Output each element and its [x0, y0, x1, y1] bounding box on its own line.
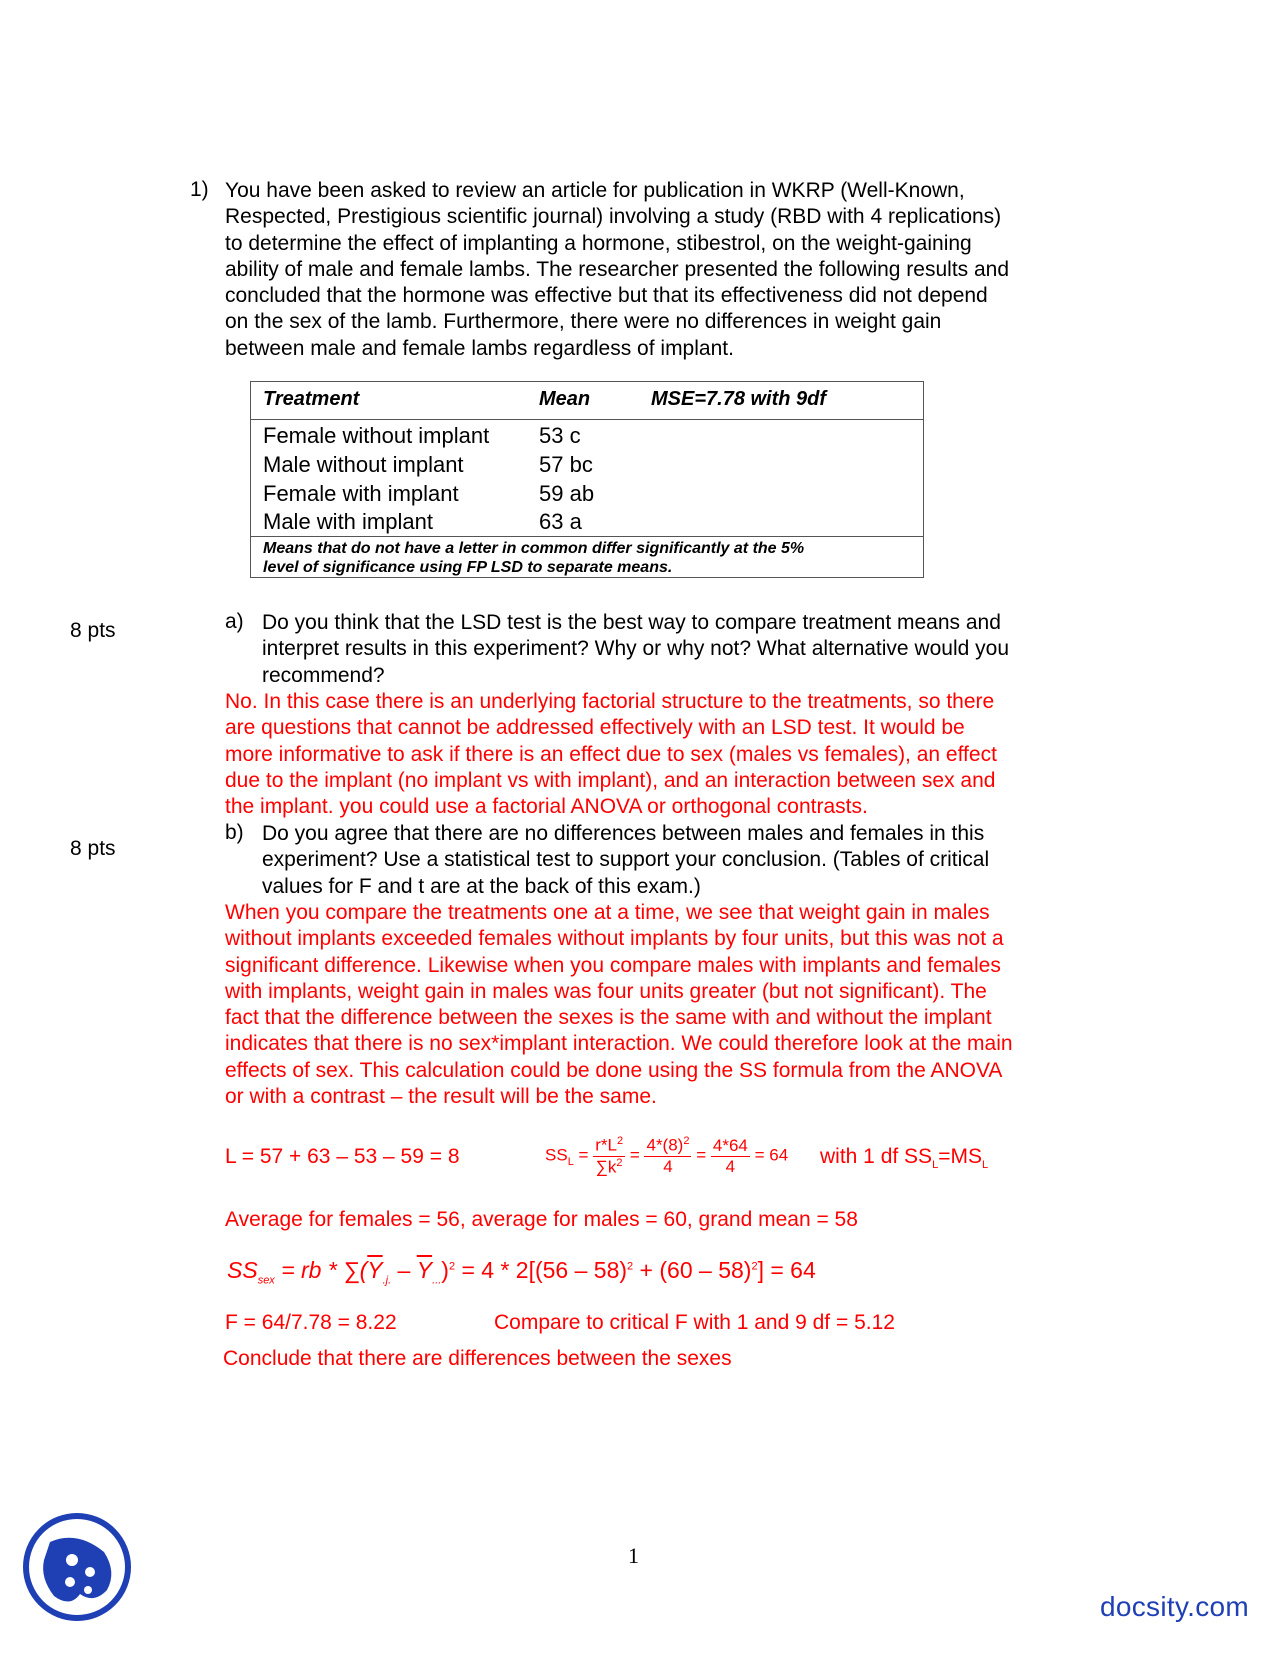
f2-num-sup: 2 [683, 1135, 690, 1148]
answer-line: indicates that there is no sex*implant interaction. We could therefore look at the main [225, 1032, 1013, 1056]
intro-line: ability of male and female lambs. The researcher presented the following results and [225, 257, 1010, 281]
intro-line: on the sex of the lamb. Furthermore, there were no differences in weight gain [225, 310, 942, 334]
ss-l-fraction-1 [593, 1135, 625, 1177]
results-table [250, 381, 924, 578]
ss-sex-lhs: SS [227, 1257, 258, 1283]
critical-f: Compare to critical F with 1 and 9 df = 5.12 [494, 1311, 895, 1334]
part-a-answer [225, 689, 1105, 820]
row-mean: 59 ab [539, 481, 595, 506]
row-treatment: Female with implant [263, 481, 459, 506]
ss-l-eq: = [696, 1145, 707, 1165]
conclusion: Conclude that there are differences between the sexes [223, 1347, 732, 1370]
intro-line: to determine the effect of implanting a hormone, stibestrol, on the weight-gaining [225, 231, 972, 255]
part-b-letter: b) [225, 821, 244, 844]
f1-den: ∑k [595, 1157, 617, 1177]
question-number: 1) [190, 178, 209, 201]
f1-num: r*L [595, 1135, 617, 1155]
answer-line: more informative to ask if there is an effect due to sex (males vs females), an effect [225, 742, 997, 766]
footnote-line: level of significance using FP LSD to separate means. [263, 559, 673, 576]
ybar-j: $\overline{Y}$ [367, 1257, 383, 1283]
table-row [263, 421, 489, 450]
question-line: Do you think that the LSD test is the best way to compare treatment means and [262, 611, 1001, 634]
ss-sex-mid: = rb * ∑( [274, 1257, 368, 1283]
df-note-mid: =MS [938, 1145, 982, 1168]
docsity-brand-link[interactable]: docsity.com [1100, 1591, 1250, 1622]
answer-line: fact that the difference between the sexes is the same with and without the implant [225, 1006, 992, 1030]
header-mse: MSE=7.78 with 9df [651, 388, 827, 410]
table-footnote-box [251, 536, 923, 578]
part-a-question [262, 610, 1092, 689]
header-mean: Mean [539, 388, 591, 410]
part-b-answer [225, 900, 1105, 1110]
ss-sex-formula [227, 1257, 816, 1287]
table-row [263, 450, 464, 479]
question-line: Do you agree that there are no differences between males and females in this [262, 822, 985, 845]
part-a-letter: a) [225, 610, 244, 633]
ss-sex-plus: + (60 – 58) [633, 1257, 752, 1283]
ss-l-formula [545, 1135, 788, 1177]
header-treatment: Treatment [263, 388, 360, 410]
ss-l-eq: = [754, 1145, 765, 1165]
points-label-a: 8 pts [70, 619, 116, 642]
answer-line: No. In this case there is an underlying factorial structure to the treatments, so there [225, 690, 995, 713]
intro-line: concluded that the hormone was effective but that its effectiveness did not depend [225, 284, 988, 308]
f1-den-sup: 2 [616, 1156, 623, 1169]
answer-line: without implants exceeded females without implants by four units, but this was not a [225, 927, 1004, 951]
table-row [263, 507, 433, 536]
ss-sex-close: ) [441, 1257, 449, 1283]
ss-l-lhs: SS [545, 1145, 568, 1165]
ybar-dot: $\overline{Y}$ [416, 1257, 433, 1283]
answer-line: effects of sex. This calculation could be done using the SS formula from the ANOVA [225, 1058, 1003, 1082]
f2-den: 4 [663, 1156, 673, 1176]
ss-l-result: 64 [769, 1145, 789, 1165]
ss-sex-minus: – [391, 1257, 417, 1283]
part-b-question [262, 821, 1092, 900]
answer-line: are questions that cannot be addressed effectively with an LSD test. It would be [225, 716, 965, 740]
row-mean: 63 a [539, 509, 582, 534]
ss-l-eq: = [578, 1145, 589, 1165]
ss-l-fraction-3 [711, 1136, 750, 1177]
df-sub-2: L [981, 1159, 989, 1172]
ybar-j-sub: .j. [382, 1274, 392, 1287]
table-header [251, 382, 923, 420]
ss-sex-end: ] = 64 [757, 1257, 816, 1283]
row-treatment: Male with implant [263, 509, 433, 534]
intro-line: You have been asked to review an article for publication in WKRP (Well-Known, [225, 179, 965, 202]
question-line: recommend? [262, 663, 385, 687]
answer-line: or with a contrast – the result will be the same. [225, 1085, 657, 1109]
f3-den: 4 [725, 1156, 736, 1176]
sq-2: 2 [627, 1260, 634, 1273]
footnote-line: Means that do not have a letter in common differ significantly at the 5% [263, 540, 805, 557]
f3-num: 4*64 [712, 1135, 748, 1155]
points-label-b: 8 pts [70, 837, 116, 860]
answer-line: due to the implant (no implant vs with implant), and an interaction between sex and [225, 768, 996, 792]
f1-num-sup: 2 [616, 1135, 624, 1147]
sq-1: 2 [448, 1260, 456, 1273]
contrast-equation: L = 57 + 63 – 53 – 59 = 8 [225, 1145, 460, 1168]
row-treatment: Female without implant [263, 423, 490, 448]
answer-line: with implants, weight gain in males was four units greater (but not significant). The [225, 979, 987, 1003]
df-note-pre: with 1 df SS [820, 1145, 933, 1168]
sq-3: 2 [751, 1260, 758, 1273]
docsity-logo-icon [22, 1512, 132, 1622]
df-sub-1: L [932, 1159, 939, 1172]
question-line: interpret results in this experiment? Why or why not? What alternative would you [262, 637, 1010, 661]
answer-line: the implant. you could use a factorial ANOVA or orthogonal contrasts. [225, 795, 868, 819]
intro-line: between male and female lambs regardless of implant. [225, 336, 734, 360]
page-number: 1 [628, 1543, 639, 1568]
ss-l-eq: = [629, 1145, 640, 1165]
row-mean: 57 bc [539, 452, 593, 477]
ss-l-fraction-2 [644, 1135, 691, 1177]
question-intro [225, 178, 1105, 362]
row-treatment: Male without implant [263, 452, 464, 477]
f2-num: 4*(8) [646, 1135, 684, 1155]
question-line: experiment? Use a statistical test to support your conclusion. (Tables of critical [262, 848, 990, 872]
averages-line: Average for females = 56, average for males = 60, grand mean = 58 [225, 1208, 858, 1231]
table-footnote [263, 539, 913, 577]
f-statistic: F = 64/7.78 = 8.22 [225, 1311, 397, 1334]
answer-line: When you compare the treatments one at a time, we see that weight gain in males [225, 901, 990, 924]
ss-sex-lhs-sub: sex [257, 1274, 275, 1287]
df-note [820, 1145, 988, 1171]
row-mean: 53 c [539, 423, 581, 448]
ss-l-lhs-sub: L [567, 1156, 574, 1169]
question-line: values for F and t are at the back of this exam.) [262, 874, 701, 898]
ybar-dot-sub: ... [432, 1274, 442, 1287]
answer-line: significant difference. Likewise when you compare males with implants and females [225, 953, 1001, 977]
ss-sex-rest: = 4 * 2[(56 – 58) [455, 1257, 628, 1283]
intro-line: Respected, Prestigious scientific journal) involving a study (RBD with 4 replications) [225, 205, 1002, 229]
table-row [263, 479, 459, 508]
